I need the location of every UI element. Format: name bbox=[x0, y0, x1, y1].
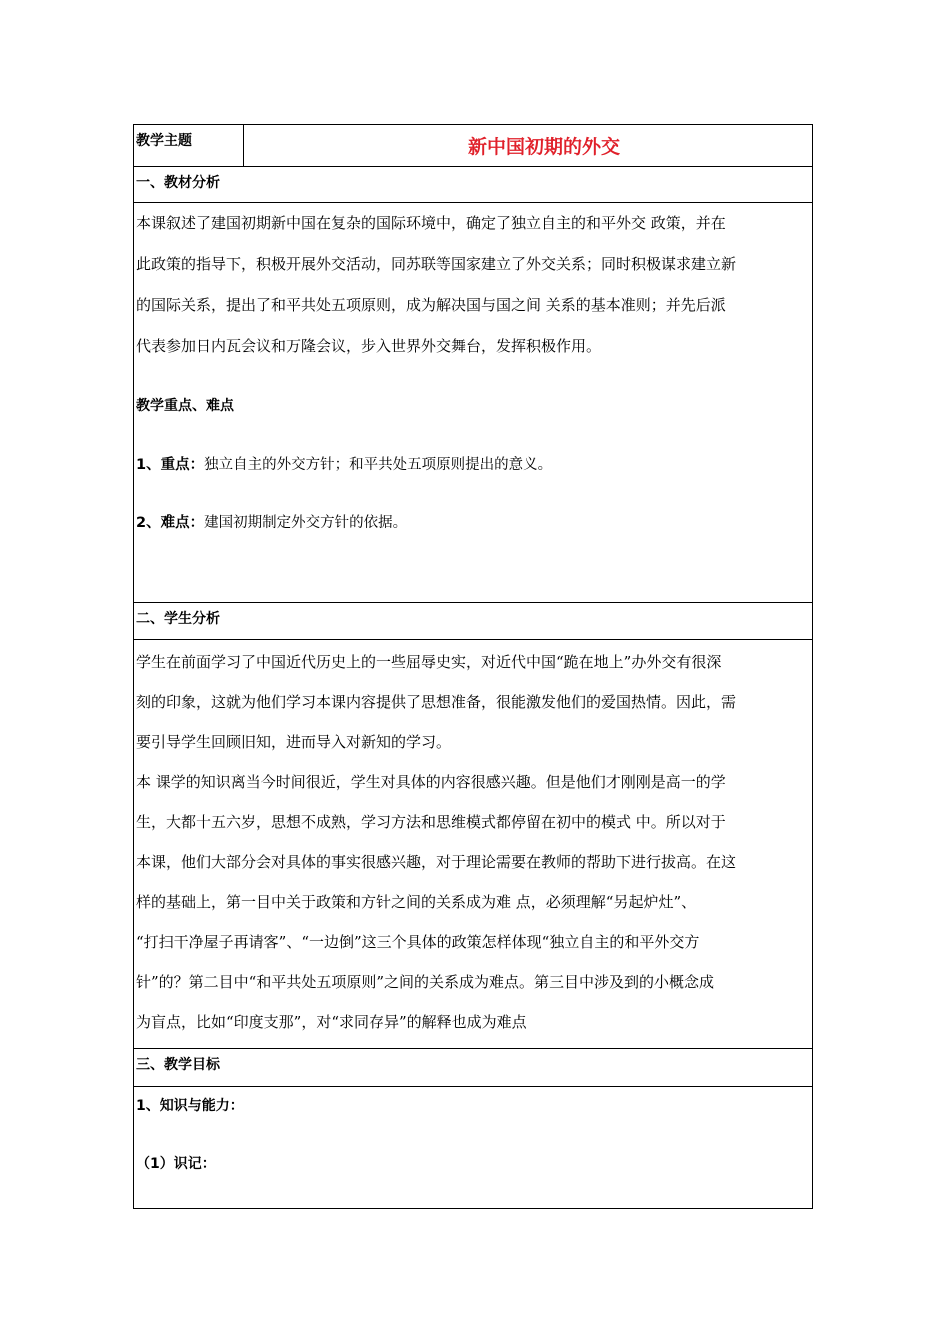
section-3-heading: 三、教学目标 bbox=[136, 1057, 220, 1073]
key-point-line bbox=[134, 453, 554, 474]
section-2-heading-row bbox=[134, 603, 812, 640]
key-points-heading: 教学重点、难点 bbox=[136, 398, 234, 414]
difficulty-text: 建国初期制定外交方针的依据。 bbox=[204, 515, 408, 531]
difficulty-label: 2、难点： bbox=[136, 515, 205, 531]
section-2-line: “打扫干净屋子再请客”、“一边倒”这三个具体的政策怎样体现“独立自主的和平外交方 bbox=[136, 933, 700, 951]
difficulty-line bbox=[134, 511, 409, 532]
section-2-line: 本课，他们大部分会对具体的事实很感兴趣，对于理论需要在教师的帮助下进行拔高。在这 bbox=[136, 853, 737, 871]
section-1-heading: 一、教材分析 bbox=[136, 175, 220, 191]
section-1-line: 的国际关系，提出了和平共处五项原则，成为解决国与国之间 关系的基本准则；并先后派 bbox=[136, 296, 726, 314]
section-1-body bbox=[134, 203, 812, 603]
section-3-heading-row bbox=[134, 1049, 812, 1087]
section-2-line: 针”的？第二目中“和平共处五项原则”之间的关系成为难点。第三目中涉及到的小概念成 bbox=[136, 973, 715, 991]
section-2-line: 本 课学的知识离当今时间很近，学生对具体的内容很感兴趣。但是他们才刚刚是高一的学 bbox=[136, 773, 726, 791]
section-2-line: 样的基础上，第一目中关于政策和方针之间的关系成为难 点，必须理解“另起炉灶”、 bbox=[136, 893, 697, 911]
section-2-line: 为盲点，比如“印度支那”，对“求同存异”的解释也成为难点 bbox=[136, 1013, 527, 1031]
section-2-body bbox=[134, 640, 812, 1049]
topic-label: 教学主题 bbox=[134, 125, 244, 166]
key-point-text: 独立自主的外交方针；和平共处五项原则提出的意义。 bbox=[204, 457, 553, 473]
topic-row bbox=[134, 125, 812, 167]
section-2-line: 要引导学生回顾旧知，进而导入对新知的学习。 bbox=[136, 733, 452, 751]
section-2-line: 学生在前面学习了中国近代历史上的一些屈辱史实，对近代中国“跪在地上”办外交有很深 bbox=[136, 653, 722, 671]
lesson-plan-table bbox=[133, 124, 813, 1209]
section-1-heading-row bbox=[134, 167, 812, 203]
section-1-line: 本课叙述了建国初期新中国在复杂的国际环境中，确定了独立自主的和平外交 政策，并在 bbox=[136, 214, 726, 232]
section-2-line: 刻的印象，这就为他们学习本课内容提供了思想准备，很能激发他们的爱国热情。因此，需 bbox=[136, 693, 737, 711]
section-1-line: 代表参加日内瓦会议和万隆会议，步入世界外交舞台，发挥积极作用。 bbox=[136, 337, 602, 355]
section-3-body bbox=[134, 1087, 812, 1208]
key-point-label: 1、重点： bbox=[136, 457, 205, 473]
memorize-heading: （1）识记： bbox=[136, 1156, 216, 1172]
knowledge-ability-heading: 1、知识与能力： bbox=[136, 1098, 244, 1114]
section-1-line: 此政策的指导下，积极开展外交活动，同苏联等国家建立了外交关系；同时积极谋求建立新 bbox=[136, 255, 737, 273]
topic-title: 新中国初期的外交 bbox=[467, 136, 620, 158]
section-2-heading: 二、学生分析 bbox=[136, 611, 220, 627]
section-2-line: 生，大都十五六岁，思想不成熟，学习方法和思维模式都停留在初中的模式 中。所以对于 bbox=[136, 813, 726, 831]
